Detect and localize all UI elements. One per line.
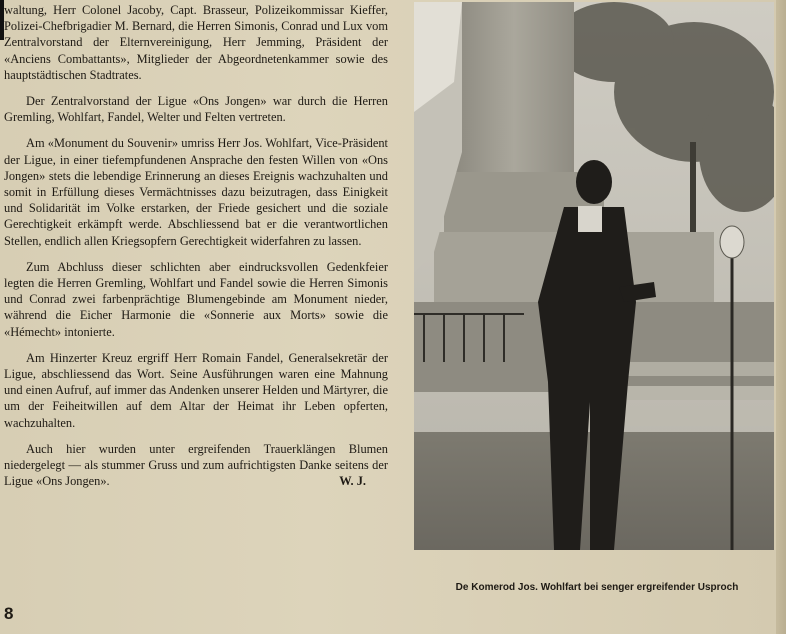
- article-paragraph: Am Hinzerter Kreuz ergriff Herr Romain Fandel, Generalsekretär der Ligue, abschliessend das Wort. Seine Ausführungen waren eine Mahnung und einen Aufruf, auf immer das Andenken unserer Helden und Märtyrer, die um der Feiheitwillen auf dem Altar der Heimat ihr Leben opferten, wachzuhalten.: [4, 350, 388, 430]
- monument-photo: [414, 2, 774, 550]
- article-paragraph: Zum Abchluss dieser schlichten aber eindrucksvollen Gedenkfeier legten die Herren Gremling, Wohlfart und Fandel sowie die Herren Simonis und Conrad zwei farbenprächtige Blumengebinde am Monument nieder, während die Eicher Harmonie die «Sonnerie aux Morts» sowie die «Hémecht» intonierte.: [4, 259, 388, 339]
- page-fold: [776, 0, 786, 634]
- article-last-paragraph-text: Auch hier wurden unter ergreifenden Trauerklängen Blumen niedergelegt — als stummer Gruss und zum aufrichtigsten Danke seitens der Ligue «Ons Jongen».: [4, 441, 388, 489]
- photo-caption: De Komerod Jos. Wohlfart bei senger ergreifender Usproch: [455, 582, 739, 593]
- article-paragraph: Der Zentralvorstand der Ligue «Ons Jongen» war durch die Herren Gremling, Wohlfart, Fandel, Welter und Felten vertreten.: [4, 94, 388, 125]
- article-paragraph: Am «Monument du Souvenir» umriss Herr Jos. Wohlfart, Vice-Präsident der Ligue, in einer tiefempfundenen Ansprache den festen Willen von «Ons Jongen» stets die lebendige Erinnerung an dieses Ereignis wachzuhalten und somit in Erfüllung dieses Vermächtnisses dazu beizutragen, dass Einigkeit und Solidarität im Volke erstarken, der Friede gesichert und die soziale Gerechtigkeit erkämpft werde. Abschliessend bat er die verantwortlichen Stellen, endlich allen Kriegsopfern Gerechtigkeit widerfahren zu lassen.: [4, 136, 388, 248]
- article-signature: W. J.: [339, 474, 366, 489]
- article-paragraph: waltung, Herr Colonel Jacoby, Capt. Brasseur, Polizeikommissar Kieffer, Polizei-Chefbrigadier M. Bernard, die Herren Simonis, Conrad und Lux vom Zentralvorstand der Elternvereinigung, Herr Jemming, Präsident der «Anciens Combattants», Mitglieder der Abgeordnetenkammer sowie des hauptstädtischen Stadtrates.: [4, 3, 388, 82]
- article-last-paragraph: [4, 441, 388, 490]
- page-number: 8: [4, 604, 14, 623]
- monument-photo-illustration: [414, 2, 774, 550]
- article-text-column: [4, 2, 388, 499]
